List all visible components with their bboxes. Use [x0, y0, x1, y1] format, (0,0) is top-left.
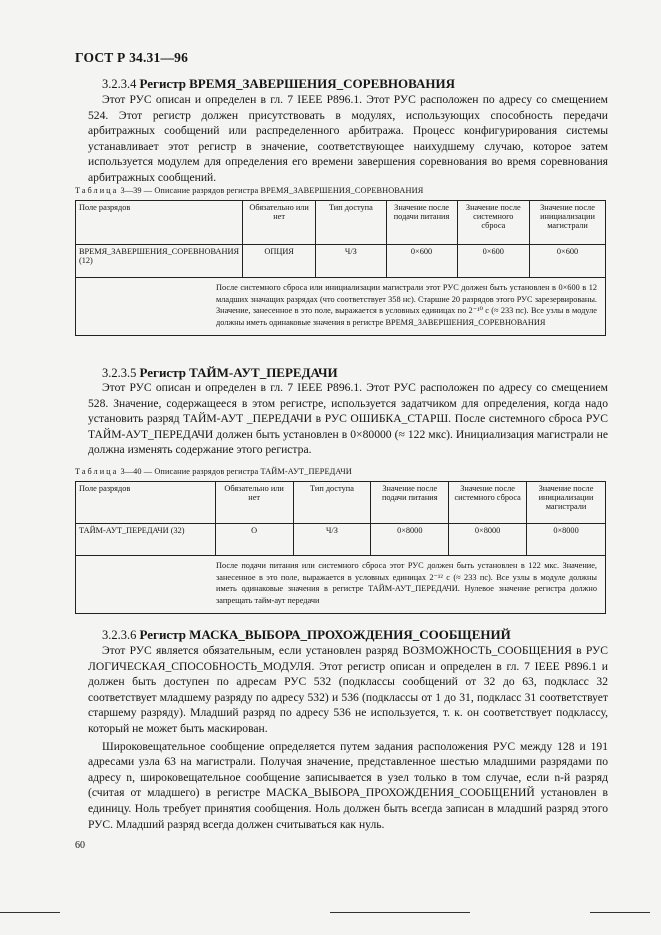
caption-text: 3—40 — Описание разрядов регистра ТАЙМ-АУТ_ПЕРЕДАЧИ: [120, 467, 352, 476]
table-header-cell: Тип доступа: [293, 482, 371, 524]
caption-text: 3—39 — Описание разрядов регистра ВРЕМЯ_ЗАВЕРШЕНИЯ_СОРЕВНОВАНИЯ: [120, 186, 424, 195]
scan-edge-line: [590, 912, 650, 913]
table-header-cell: Значение после инициализации магистрали: [527, 482, 606, 524]
table-note-row: [76, 278, 606, 336]
paragraph-text: Этот РУС описан и определен в гл. 7 IEEE Р896.1. Этот РУС расположен по адресу со смещением 528. Значение, содержащееся в этом регистре, используется задатчиком для определения, когда надо установить разряд ТАЙМ-АУТ _ПЕРЕДАЧИ в РУС ОШИБКА_СТАРШ. После системного сброса РУС ТАЙМ-АУТ_ПЕРЕДАЧИ должен быть установлен в 0×80000 (≈ 122 мкс). Инициализация магистрали не должна изменять содержание этого регистра.: [88, 381, 608, 457]
table-header-cell: Значение после системного сброса: [457, 201, 529, 245]
section-label: Регистр: [139, 76, 186, 91]
section-label: Регистр: [139, 627, 186, 642]
table-row: [76, 524, 606, 556]
table-cell: 0×600: [530, 245, 606, 278]
table-cell: ВРЕМЯ_ЗАВЕРШЕНИЯ_СОРЕВНОВАНИЯ (12): [76, 245, 243, 278]
table-note: После подачи питания или системного сброса этот РУС должен быть установлен в 122 мкс. Значение, занесенное в это поле, выражается в условных единицах 2⁻¹² с (≈ 233 пс). Все узлы в модуле должны иметь одинаковые значения в регистре ТАЙМ-АУТ_ПЕРЕДАЧИ. Нулевое значение регистра должно запрещать тайм-аут передачи: [76, 556, 606, 614]
table-header-cell: Значение после инициализации магистрали: [530, 201, 606, 245]
section-paragraph: [88, 380, 608, 458]
table-cell: ОПЦИЯ: [243, 245, 316, 278]
table-header-cell: Обязательно или нет: [215, 482, 293, 524]
table-cell: 0×600: [386, 245, 457, 278]
page-number: 60: [75, 840, 85, 851]
table-header-cell: Значение после системного сброса: [449, 482, 527, 524]
section-number: 3.2.3.6: [102, 628, 137, 642]
table-header-cell: Поле разрядов: [76, 482, 216, 524]
register-name: МАСКА_ВЫБОРА_ПРОХОЖДЕНИЯ_СООБЩЕНИЙ: [189, 627, 511, 642]
table-row: [76, 245, 606, 278]
section-heading-3-2-3-4: [102, 76, 455, 92]
table-3-39: [75, 200, 606, 336]
section-number: 3.2.3.5: [102, 366, 137, 380]
table-header-cell: Значение после подачи питания: [386, 201, 457, 245]
register-name: ВРЕМЯ_ЗАВЕРШЕНИЯ_СОРЕВНОВАНИЯ: [189, 76, 455, 91]
table-header-cell: Поле разрядов: [76, 201, 243, 245]
section-heading-3-2-3-5: [102, 365, 338, 381]
scan-edge-line: [330, 912, 470, 913]
section-number: 3.2.3.4: [102, 77, 137, 91]
table-cell: 0×8000: [449, 524, 527, 556]
section-paragraph: [88, 643, 608, 832]
table-header-cell: Обязательно или нет: [243, 201, 316, 245]
table-header-row: [76, 201, 606, 245]
table-caption-3-39: [75, 186, 423, 195]
document-header: ГОСТ Р 34.31—96: [75, 50, 189, 65]
caption-prefix: Таблица: [75, 186, 119, 195]
paragraph-text: Этот РУС описан и определен в гл. 7 IEEE Р896.1. Этот РУС расположен по адресу со смещением 524. Этот регистр должен присутствовать в модулях, использующих способность передачи арбитражных сообщений или распределенного арбитража. Процесс конфигурирования системы устанавливает этот регистр в значение, соответствующее наихудшему случаю, которое затем используется модулем для определения его времени завершения соревнования во время соревнования арбитражных сообщений.: [88, 93, 608, 184]
table-cell: 0×8000: [371, 524, 449, 556]
table-header-row: [76, 482, 606, 524]
section-heading-3-2-3-6: [102, 627, 511, 643]
table-note: После системного сброса или инициализации магистрали этот РУС должен быть установлен в 0×600 в 12 младших значащих разрядах (что соответствует 358 нс). Старшие 20 разрядов этого РУС зарезервированы. Значение, занесенное в это поле, выражается в условных единицах по 2⁻¹⁰ с (≈ 233 пс). Все узлы в модуле должны иметь одинаковые значения в регистре ВРЕМЯ_ЗАВЕРШЕНИЯ_СОРЕВНОВАНИЯ: [76, 278, 606, 336]
table-caption-3-40: [75, 467, 352, 476]
register-name: ТАЙМ-АУТ_ПЕРЕДАЧИ: [189, 365, 338, 380]
table-header-cell: Тип доступа: [316, 201, 386, 245]
scan-edge-line: [0, 912, 60, 913]
paragraph-text: Широковещательное сообщение определяется путем задания расположения РУС между 128 и 191 адресами узла 63 на магистрали. Получая значение, представленное шестью младшими разрядами по адресу n, широковещательное сообщение записывается в узел только в том случае, если n-й разряд (считая от младшего) в регистре МАСКА_ВЫБОРА_ПРОХОЖДЕНИЯ_СООБЩЕНИЙ установлен в единицу. Ноль требует принятия сообщения. Ноль должен быть всегда записан в младший разряд этого РУС. Младший разряд всегда должен считываться как нуль.: [88, 739, 608, 831]
section-paragraph: [88, 92, 608, 186]
table-cell: Ч/З: [293, 524, 371, 556]
table-3-40: [75, 481, 606, 614]
table-note-row: [76, 556, 606, 614]
table-cell: О: [215, 524, 293, 556]
table-cell: ТАЙМ-АУТ_ПЕРЕДАЧИ (32): [76, 524, 216, 556]
table-cell: Ч/З: [316, 245, 386, 278]
caption-prefix: Таблица: [75, 467, 119, 476]
table-cell: 0×8000: [527, 524, 606, 556]
table-cell: 0×600: [457, 245, 529, 278]
section-label: Регистр: [139, 365, 186, 380]
paragraph-text: Этот РУС является обязательным, если установлен разряд ВОЗМОЖНОСТЬ_СООБЩЕНИЯ в РУС ЛОГИЧЕСКАЯ_СПОСОБНОСТЬ_МОДУЛЯ. Этот регистр описан и определен в гл. 7 IEEE Р896.1 и должен быть доступен по адресам РУС 532 (подклассы сообщений от 32 до 63, подкласс 32 соответствует младшему разряду по адресу 532) и 536 (подклассы от 1 до 31, подкласс 31 соответствует старшему разряду). Младший разряд по адресу 536 не используется, т. к. он соответствует подклассу, который не может быть маскирован.: [88, 644, 608, 735]
table-header-cell: Значение после подачи питания: [371, 482, 449, 524]
